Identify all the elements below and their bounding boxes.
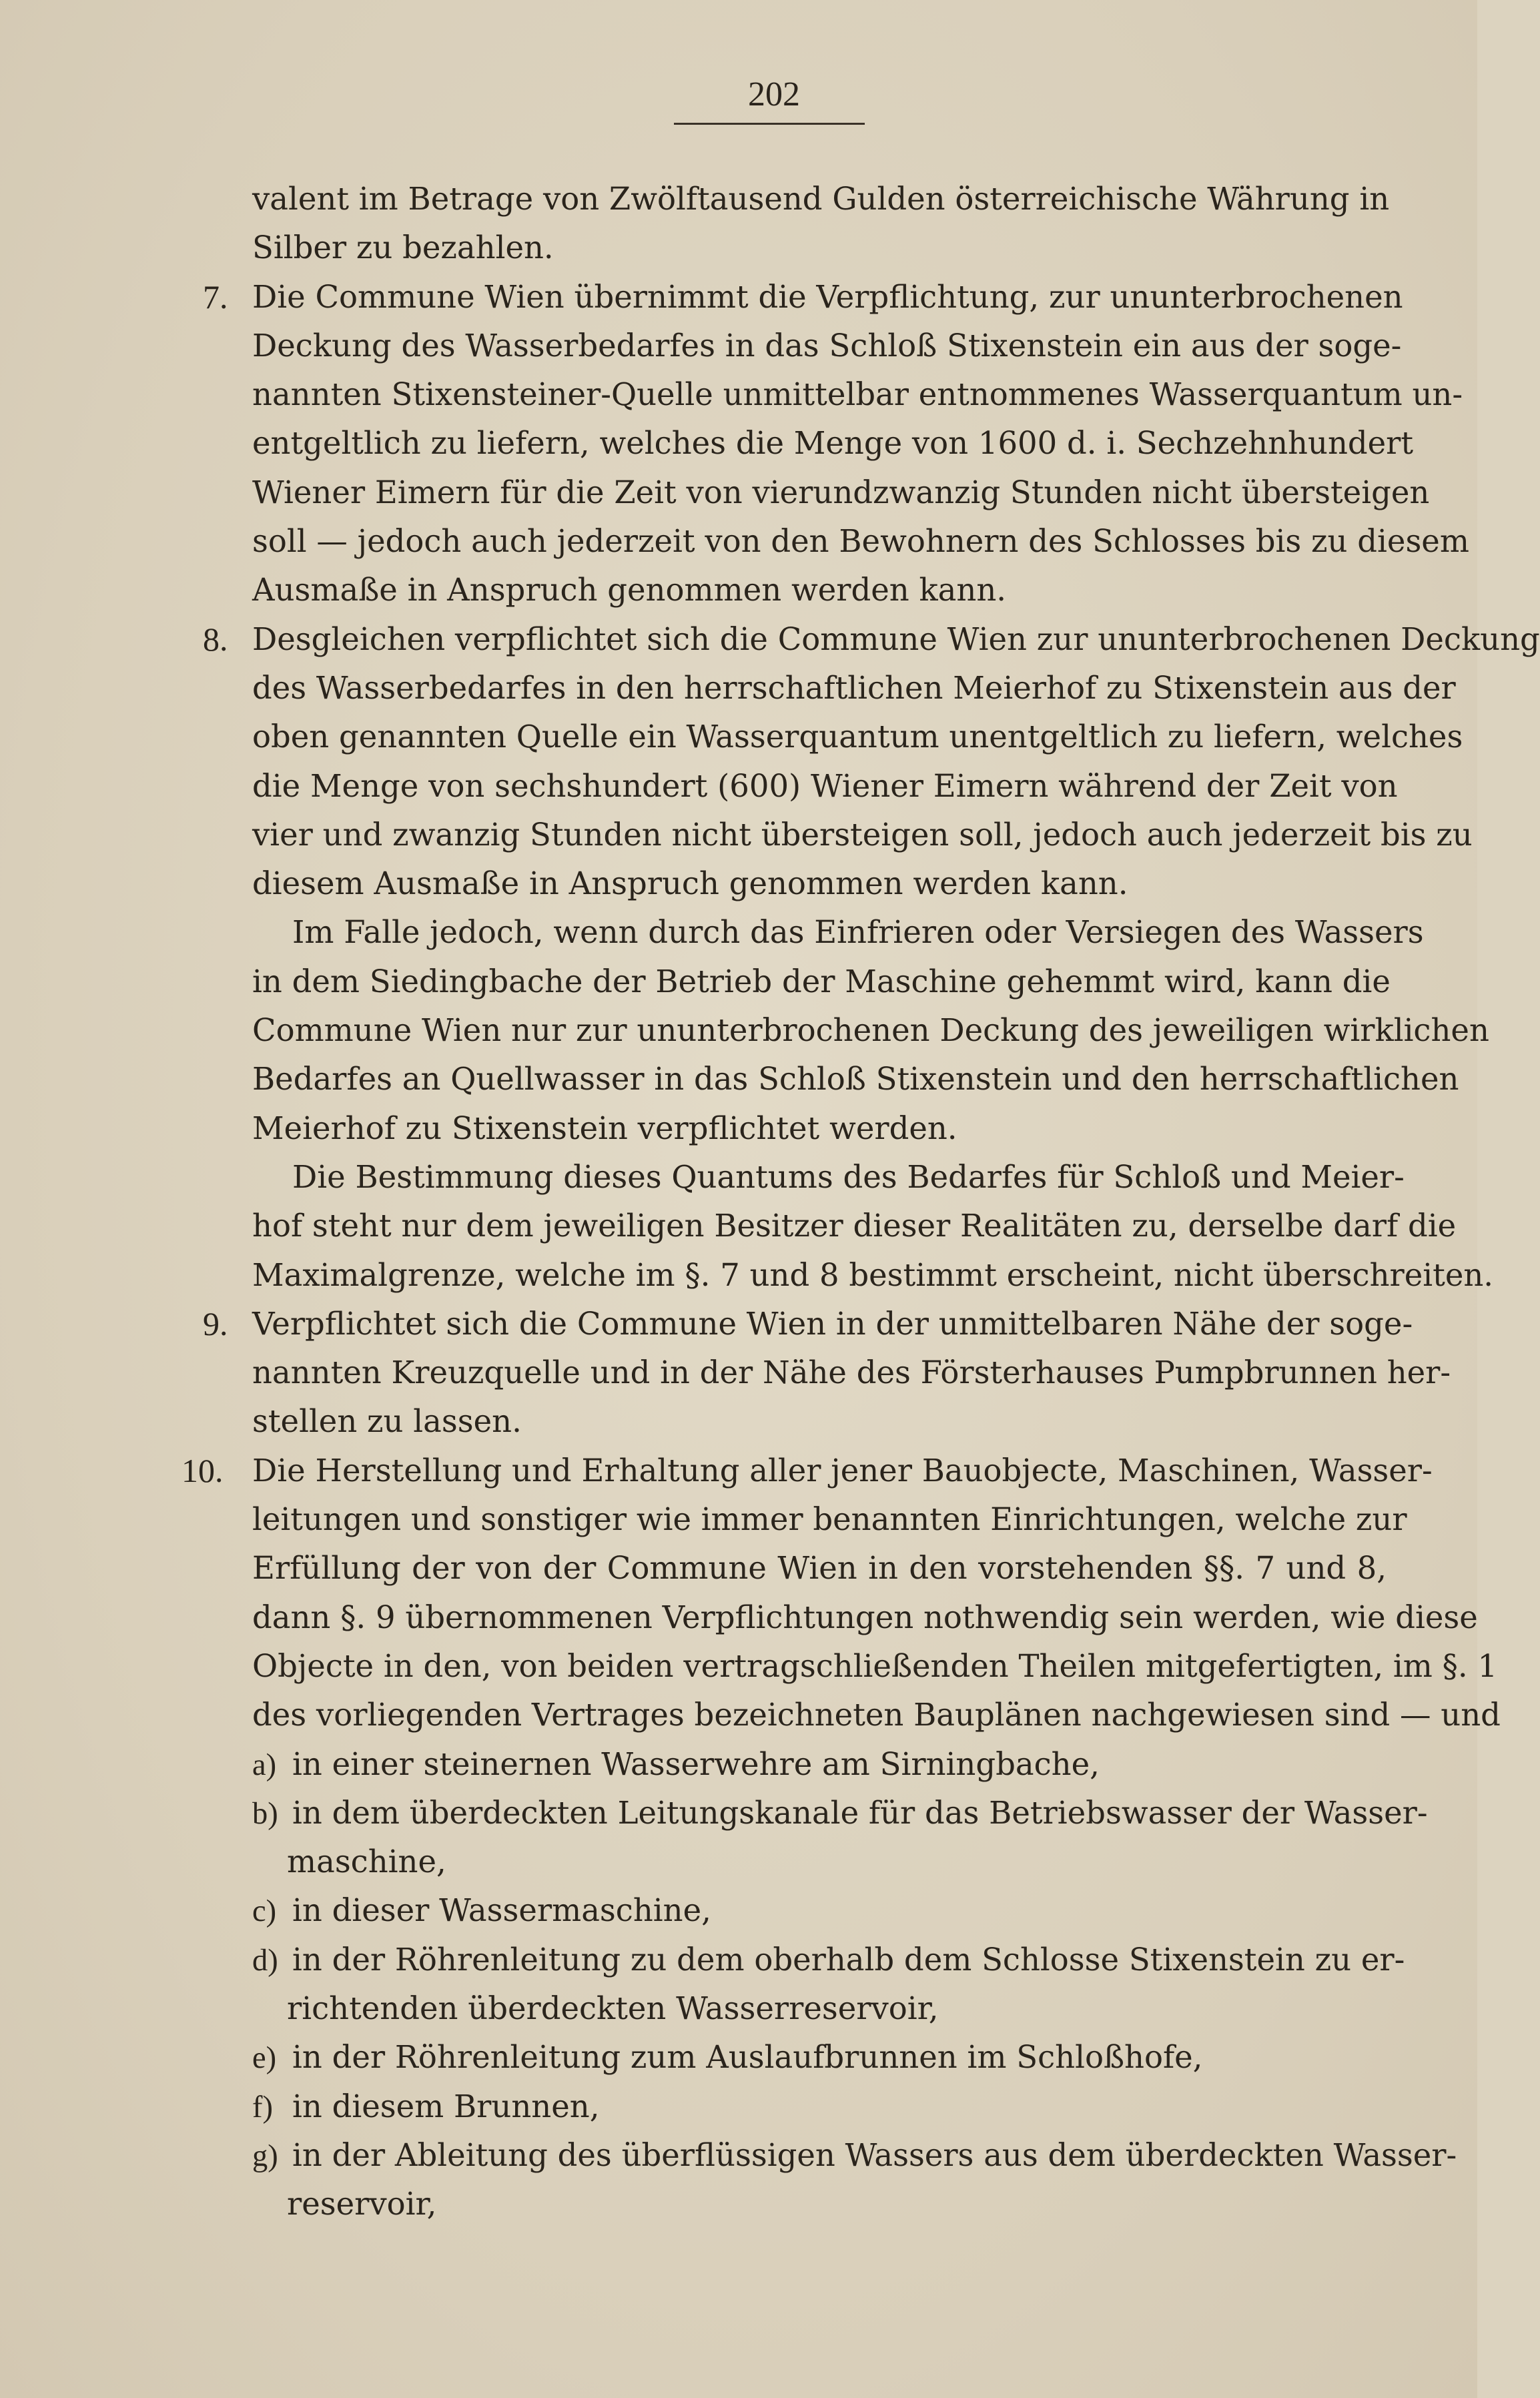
text-line: Die Herstellung und Erhaltung aller jener Bauobjecte, Maschinen, Wasser- [252,1452,1433,1489]
paragraph-number: 9. [203,1304,228,1342]
list-label: f) [252,2090,273,2124]
text-line: Die Commune Wien übernimmt die Verpflichtung, zur ununterbrochenen [252,278,1403,315]
text-line: die Menge von sechshundert (600) Wiener Eimern während der Zeit von [252,767,1398,804]
text-line: Bedarfes an Quellwasser in das Schloß Stixenstein und den herrschaftlichen [252,1061,1459,1098]
text-line: des Wasserbedarfes in den herrschaftlichen Meierhof zu Stixenstein aus der [252,669,1456,706]
list-item-b [185,1789,1428,1838]
text-line: Objecte in den, von beiden vertragschließenden Theilen mitgefertigten, im §. 1 [252,1647,1498,1684]
text-line: soll — jedoch auch jederzeit von den Bewohnern des Schlosses bis zu diesem [252,523,1469,560]
list-item-e [185,2033,1387,2082]
list-text: in dem überdeckten Leitungskanale für das Betriebswasser der Wasser- [292,1794,1428,1831]
list-item-c [185,1886,1387,1935]
text-line: nannten Stixensteiner-Quelle unmittelbar entnommenes Wasserquantum un- [252,376,1463,413]
text-line: nannten Kreuzquelle und in der Nähe des Försterhauses Pumpbrunnen her- [252,1354,1451,1391]
text-line: entgeltlich zu liefern, welches die Menge von 1600 d. i. Sechzehnhundert [252,425,1414,462]
list-label: g) [252,2138,278,2173]
text-line: oben genannten Quelle ein Wasserquantum unentgeltlich zu liefern, welches [252,719,1463,755]
body-text [181,175,1540,2229]
text-line: Commune Wien nur zur ununterbrochenen Deckung des jeweiligen wirklichen [252,1012,1489,1049]
list-item-f [185,2082,1387,2131]
paragraph-10-line [181,1447,1433,1495]
text-line: Ausmaße in Anspruch genommen werden kann. [252,572,1007,609]
text-line: Erfüllung der von der Commune Wien in den vorstehenden §§. 7 und 8, [252,1550,1387,1587]
text-line: reservoir, [287,2186,437,2223]
text-line: Silber zu bezahlen. [252,230,554,266]
text-line: Verpflichtet sich die Commune Wien in der unmittelbaren Nähe der soge- [252,1305,1413,1342]
list-text: in der Röhrenleitung zum Auslaufbrunnen im Schloßhofe, [292,2039,1203,2076]
header-rule [674,123,865,125]
list-label: b) [252,1796,278,1831]
list-item-d [185,1936,1405,1984]
list-label: c) [252,1894,277,1929]
paragraph-9-line [185,1300,1413,1348]
list-label: e) [252,2041,277,2076]
list-item-g [185,2131,1457,2180]
list-text: in der Ableitung des überflüssigen Wassers aus dem überdeckten Wasser- [292,2136,1457,2173]
text-line: leitungen und sonstiger wie immer benannten Einrichtungen, welche zur [252,1501,1407,1538]
text-line: valent im Betrage von Zwölftausend Gulden österreichische Währung in [252,181,1390,217]
page-number: 202 [748,75,800,113]
list-label: d) [252,1943,278,1978]
paragraph-8-line [185,615,1540,664]
text-line: maschine, [287,1844,446,1880]
text-line: hof steht nur dem jeweiligen Besitzer dieser Realitäten zu, derselbe darf die [252,1208,1457,1244]
text-line: richtenden überdeckten Wasserreservoir, [287,1990,939,2026]
text-line: Meierhof zu Stixenstein verpflichtet werden. [252,1110,957,1146]
text-line: in dem Siedingbache der Betrieb der Maschine gehemmt wird, kann die [252,963,1391,1000]
paragraph-number: 7. [203,278,228,316]
text-line: des vorliegenden Vertrages bezeichneten Bauplänen nachgewiesen sind — und [252,1697,1501,1733]
text-line: Im Falle jedoch, wenn durch das Einfrieren oder Versiegen des Wassers [292,914,1424,951]
text-line: stellen zu lassen. [252,1403,522,1440]
text-line: Desgleichen verpflichtet sich die Commune Wien zur ununterbrochenen Deckung [252,621,1540,657]
list-text: in einer steinernen Wasserwehre am Sirningbache, [292,1745,1100,1782]
list-item-a [185,1740,1387,1789]
paragraph-number: 10. [181,1451,224,1489]
list-text: in der Röhrenleitung zu dem oberhalb dem Schlosse Stixenstein zu er- [292,1941,1405,1978]
paragraph-number: 8. [203,620,228,658]
paragraph-7-line [185,273,1403,322]
text-line: Maximalgrenze, welche im §. 7 und 8 bestimmt erscheint, nicht überschreiten. [252,1256,1494,1293]
text-line: diesem Ausmaße in Anspruch genommen werden kann. [252,865,1128,902]
text-line: vier und zwanzig Stunden nicht übersteigen soll, jedoch auch jederzeit bis zu [252,816,1473,853]
list-text: in dieser Wassermaschine, [292,1892,711,1929]
list-text: in diesem Brunnen, [292,2088,600,2124]
list-label: a) [252,1747,277,1782]
text-line: dann §. 9 übernommenen Verpflichtungen nothwendig sein werden, wie diese [252,1599,1478,1635]
text-line: Deckung des Wasserbedarfes in das Schloß Stixenstein ein aus der soge- [252,327,1402,364]
text-line: Wiener Eimern für die Zeit von vierundzwanzig Stunden nicht übersteigen [252,474,1430,510]
text-line: Die Bestimmung dieses Quantums des Bedarfes für Schloß und Meier- [292,1158,1405,1195]
